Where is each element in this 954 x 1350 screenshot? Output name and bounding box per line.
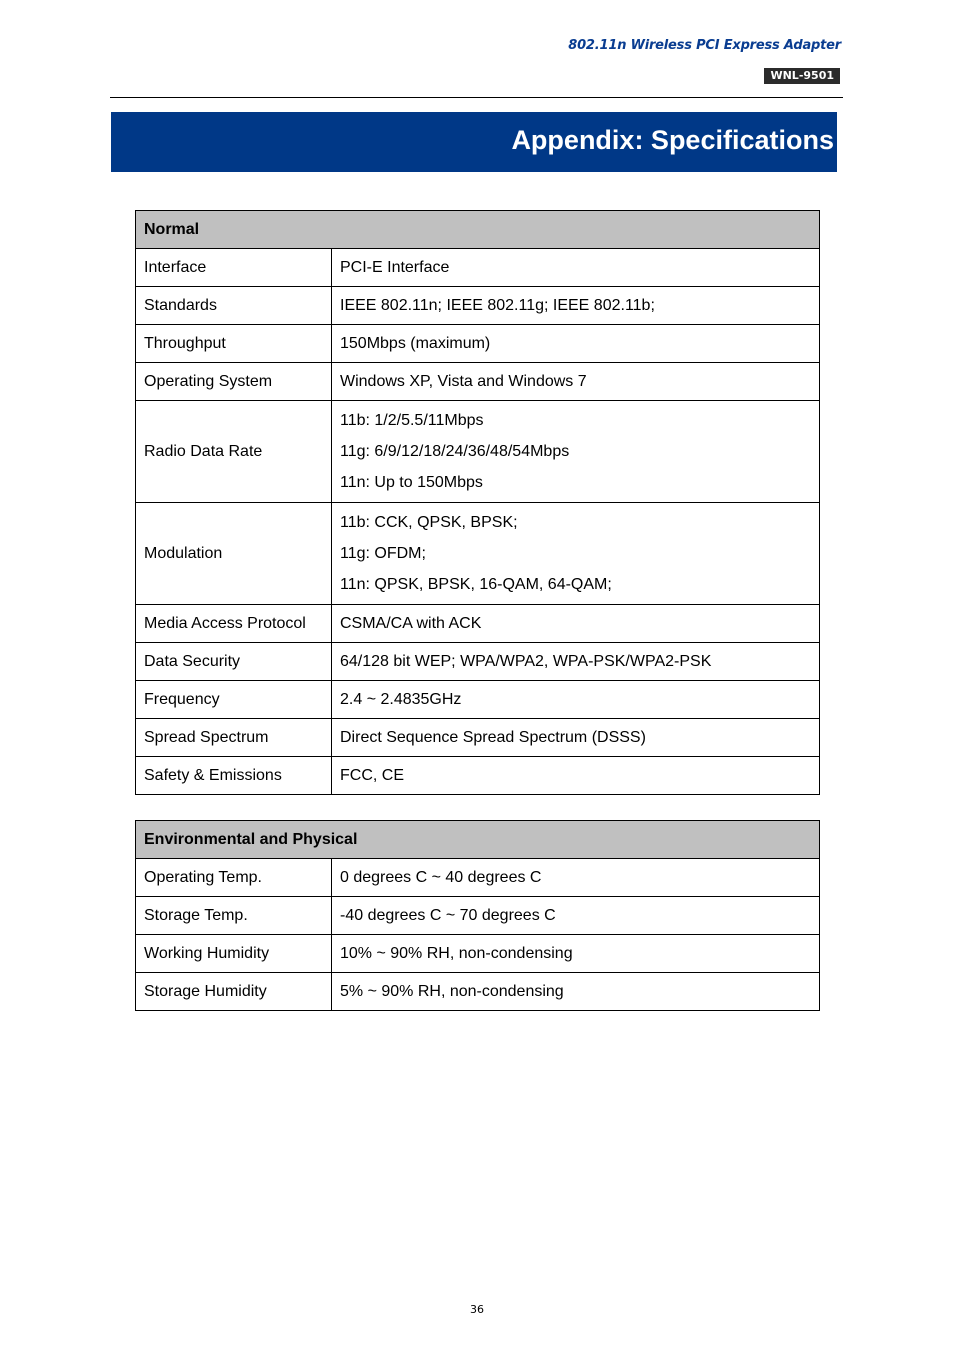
environmental-spec-table (135, 820, 820, 1011)
spec-label: Modulation (136, 503, 332, 605)
table-header-row (136, 211, 820, 249)
table-row (136, 719, 820, 757)
section-banner (111, 112, 837, 172)
table-row (136, 757, 820, 795)
spec-label: Throughput (136, 325, 332, 363)
spec-label: Data Security (136, 643, 332, 681)
table-heading: Normal (136, 211, 820, 249)
table-row (136, 605, 820, 643)
spec-value (332, 503, 820, 605)
table-row (136, 643, 820, 681)
spec-label: Frequency (136, 681, 332, 719)
spec-label: Storage Humidity (136, 973, 332, 1011)
spec-value: 2.4 ~ 2.4835GHz (332, 681, 820, 719)
spec-label: Standards (136, 287, 332, 325)
spec-label: Operating System (136, 363, 332, 401)
spec-value: 150Mbps (maximum) (332, 325, 820, 363)
table-row (136, 897, 820, 935)
spec-value: -40 degrees C ~ 70 degrees C (332, 897, 820, 935)
header-model-badge: WNL-9501 (764, 68, 840, 84)
spec-value-line: 11n: Up to 150Mbps (340, 474, 483, 491)
table-row (136, 363, 820, 401)
table-row (136, 287, 820, 325)
table-row (136, 401, 820, 503)
section-title: Appendix: Specifications (511, 125, 834, 155)
spec-value: 0 degrees C ~ 40 degrees C (332, 859, 820, 897)
spec-value-line: 11n: QPSK, BPSK, 16-QAM, 64-QAM; (340, 576, 612, 593)
table-header-row (136, 821, 820, 859)
table-row (136, 249, 820, 287)
spec-label: Operating Temp. (136, 859, 332, 897)
spec-value: FCC, CE (332, 757, 820, 795)
spec-value: Windows XP, Vista and Windows 7 (332, 363, 820, 401)
table-row (136, 973, 820, 1011)
spec-value: PCI-E Interface (332, 249, 820, 287)
table-row (136, 935, 820, 973)
spec-label: Safety & Emissions (136, 757, 332, 795)
table-row (136, 681, 820, 719)
page-number: 36 (470, 1303, 484, 1316)
spec-value: CSMA/CA with ACK (332, 605, 820, 643)
table-heading: Environmental and Physical (136, 821, 820, 859)
spec-value: 5% ~ 90% RH, non-condensing (332, 973, 820, 1011)
spec-value (332, 401, 820, 503)
spec-label: Storage Temp. (136, 897, 332, 935)
header-product-title: 802.11n Wireless PCI Express Adapter (568, 38, 841, 53)
spec-value: 64/128 bit WEP; WPA/WPA2, WPA-PSK/WPA2-PSK (332, 643, 820, 681)
spec-value-line: 11b: 1/2/5.5/11Mbps (340, 412, 484, 429)
normal-spec-table (135, 210, 820, 795)
header-divider (110, 97, 843, 98)
spec-value: Direct Sequence Spread Spectrum (DSSS) (332, 719, 820, 757)
spec-label: Radio Data Rate (136, 401, 332, 503)
table-row (136, 859, 820, 897)
spec-value: 10% ~ 90% RH, non-condensing (332, 935, 820, 973)
spec-label: Media Access Protocol (136, 605, 332, 643)
table-row (136, 325, 820, 363)
spec-value-line: 11g: OFDM; (340, 545, 426, 562)
spec-label: Working Humidity (136, 935, 332, 973)
table-row (136, 503, 820, 605)
spec-value-line: 11g: 6/9/12/18/24/36/48/54Mbps (340, 443, 570, 460)
spec-label: Interface (136, 249, 332, 287)
spec-label: Spread Spectrum (136, 719, 332, 757)
spec-value: IEEE 802.11n; IEEE 802.11g; IEEE 802.11b; (332, 287, 820, 325)
spec-value-line: 11b: CCK, QPSK, BPSK; (340, 514, 518, 531)
